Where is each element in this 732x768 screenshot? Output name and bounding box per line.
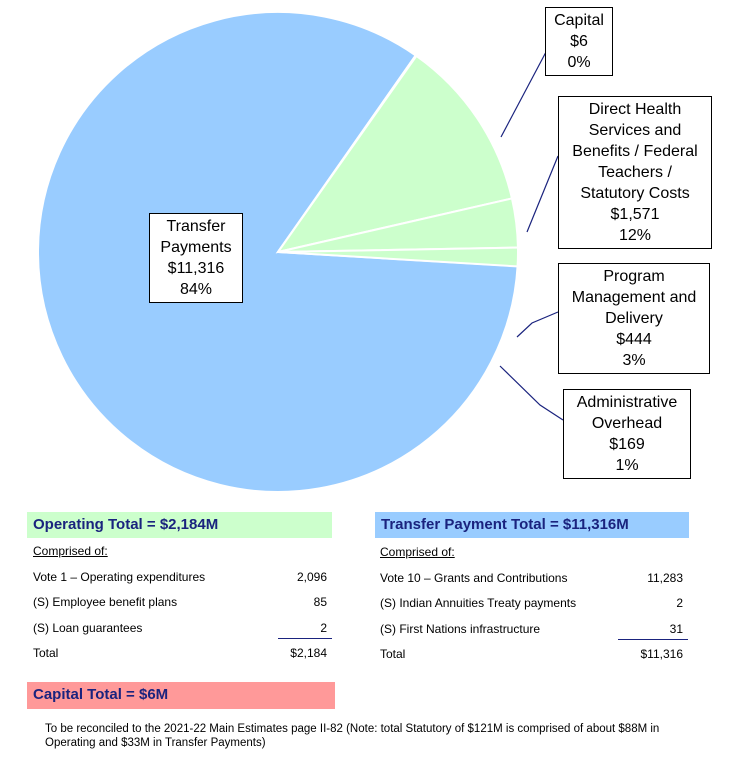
label-capital [545,7,613,76]
leader-admin [500,366,563,420]
label-text: Capital [554,12,604,29]
label-text: Direct Health [588,101,682,118]
transfer-total-header: Transfer Payment Total = $11,316M [375,512,689,538]
transfer-row-label: (S) First Nations infrastructure [380,622,541,636]
label-text: Program [603,268,665,285]
label-text: Payments [160,239,232,256]
label-value: $6 [570,33,588,50]
label-text: Transfer [166,218,226,235]
label-text: Services and [588,122,682,139]
label-administrative-overhead [563,389,691,479]
operating-row-value: 85 [313,595,327,609]
transfer-total-rule [618,639,688,640]
transfer-total-label: Total [380,647,406,661]
label-value: $1,571 [610,206,660,223]
transfer-row-value: 11,283 [647,571,683,585]
operating-total-label: Total [33,646,59,660]
leader-program [517,312,558,337]
label-text: Benefits / Federal [572,143,698,160]
transfer-row-label: Vote 10 – Grants and Contributions [380,571,568,585]
label-percent: 3% [622,352,646,369]
label-transfer-payments [149,213,243,303]
label-percent: 84% [179,281,213,298]
label-direct-health [558,96,712,249]
transfer-row-value: 2 [676,596,683,610]
label-percent: 1% [615,457,639,474]
operating-row-value: 2 [320,621,327,635]
operating-row-label: (S) Employee benefit plans [33,595,178,609]
label-text: Overhead [591,415,663,432]
label-program-management [558,263,710,374]
operating-total-value: $2,184 [290,646,327,660]
label-text: Teachers / [598,164,672,181]
reconciliation-note: To be reconciled to the 2021-22 Main Estimates page II-82 (Note: total Statutory of $121M is comprised of about $88M in Operating and $33M in Transfer Payments) [45,723,660,749]
label-percent: 12% [618,227,652,244]
transfer-comprised-label: Comprised of: [380,545,455,559]
transfer-total-value: $11,316 [640,647,683,661]
label-value: $11,316 [167,260,225,277]
label-text: Management and [571,289,697,306]
label-text: Statutory Costs [580,185,690,202]
transfer-row-label: (S) Indian Annuities Treaty payments [380,596,577,610]
label-value: $169 [609,436,645,453]
operating-total-rule [278,638,332,639]
label-text: Administrative [576,394,678,411]
label-text: Delivery [605,310,663,327]
transfer-row-value: 31 [669,622,683,636]
operating-row-label: Vote 1 – Operating expenditures [33,570,206,584]
label-value: $444 [616,331,652,348]
label-percent: 0% [567,54,591,71]
operating-comprised-label: Comprised of: [33,544,108,558]
leader-capital [501,52,546,137]
leader-direct-health [527,156,558,232]
capital-total-header: Capital Total = $6M [27,682,335,709]
operating-row-value: 2,096 [296,570,327,584]
operating-row-label: (S) Loan guarantees [33,621,143,635]
operating-total-header: Operating Total = $2,184M [27,512,332,538]
